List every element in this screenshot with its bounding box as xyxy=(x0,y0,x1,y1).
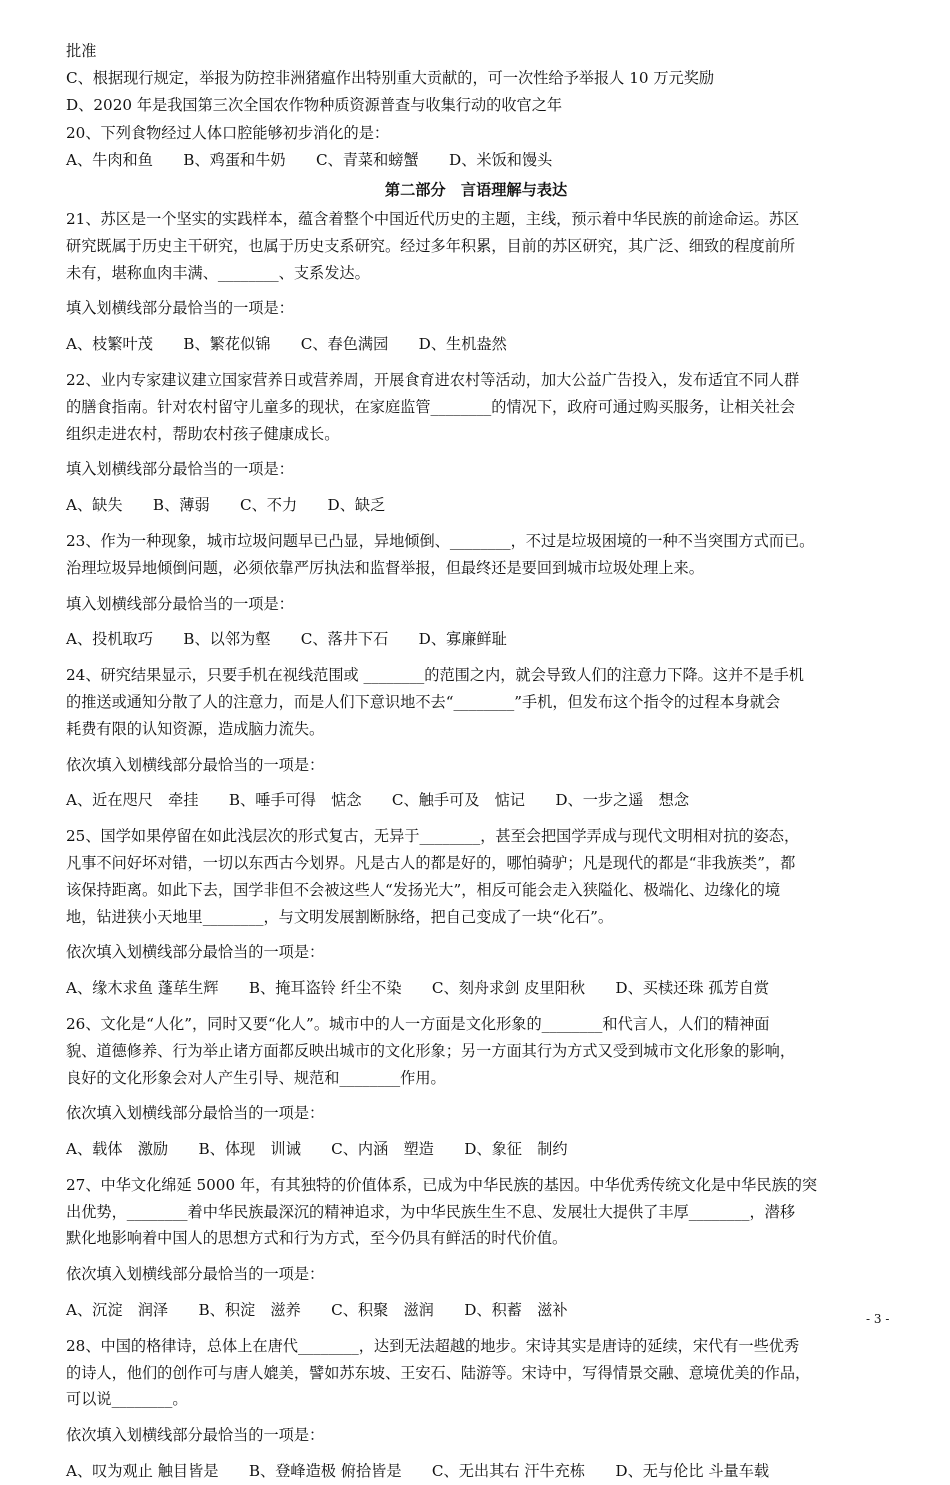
text-line: D、2020 年是我国第三次全国农作物种质资源普查与收集行动的收官之年 xyxy=(66,95,563,114)
question-text: 出优势，________着中华民族最深沉的精神追求，为中华民族生生不息、发展壮大提供了丰厚________，潜移 xyxy=(66,1202,795,1221)
answer-options: A、近在咫尺 牵挂 B、唾手可得 惦念 C、触手可及 惦记 D、一步之遥 想念 xyxy=(66,791,690,810)
question-24 xyxy=(66,662,886,814)
text-line: 批准 xyxy=(66,42,97,60)
answer-options: A、牛肉和鱼 B、鸡蛋和牛奶 C、青菜和螃蟹 D、米饭和馒头 xyxy=(66,151,553,170)
question-prompt: 填入划横线部分最恰当的一项是： xyxy=(66,299,294,318)
question-text: 地，钻进狭小天地里________，与文明发展割断脉络，把自己变成了一块“化石”。 xyxy=(66,907,614,926)
question-text: 该保持距离。如此下去，国学非但不会被这些人“发扬光大”，相反可能会走入狭隘化、极端化、边缘化的境 xyxy=(66,880,781,899)
question-text: 凡事不问好坏对错，一切以东西古今划界。凡是古人的都是好的，哪怕骑驴；凡是现代的都是“非我族类”，都 xyxy=(66,853,796,872)
question-prompt: 填入划横线部分最恰当的一项是： xyxy=(66,460,294,479)
question-text: 24、研究结果显示，只要手机在视线范围或 ________的范围之内，就会导致人们的注意力下降。这并不是手机 xyxy=(66,666,804,685)
page-number: - 3 - xyxy=(866,1312,890,1326)
question-prompt: 依次填入划横线部分最恰当的一项是： xyxy=(66,1104,325,1123)
answer-options: A、缘木求鱼 蓬荜生辉 B、掩耳盗铃 纤尘不染 C、刻舟求剑 皮里阳秋 D、买椟还珠 孤芳自赏 xyxy=(66,979,770,998)
question-text: 28、中国的格律诗，总体上在唐代________，达到无法超越的地步。宋诗其实是唐诗的延续，宋代有一些优秀 xyxy=(66,1336,800,1355)
answer-options: A、叹为观止 触目皆是 B、登峰造极 俯拾皆是 C、无出其右 汗牛充栋 D、无与伦比 斗量车载 xyxy=(66,1462,770,1481)
answer-options: A、枝繁叶茂 B、繁花似锦 C、春色满园 D、生机盎然 xyxy=(66,335,507,354)
question-prompt: 依次填入划横线部分最恰当的一项是： xyxy=(66,1265,325,1284)
question-text: 的膳食指南。针对农村留守儿童多的现状，在家庭监管________的情况下，政府可通过购买服务，让相关社会 xyxy=(66,397,795,416)
question-text: 26、文化是“人化”，同时又要“化人”。城市中的人一方面是文化形象的________和代言人，人们的精神面 xyxy=(66,1014,770,1033)
question-21 xyxy=(66,206,886,358)
question-26 xyxy=(66,1011,886,1163)
question-text: 23、作为一种现象，城市垃圾问题早已凸显，异地倾倒、________，不过是垃圾困境的一种不当突围方式而已。 xyxy=(66,531,815,550)
text-line: C、根据现行规定，举报为防控非洲猪瘟作出特别重大贡献的，可一次性给予举报人 10 万元奖励 xyxy=(66,68,715,87)
question-text: 的诗人，他们的创作可与唐人媲美，譬如苏东坡、王安石、陆游等。宋诗中，写得情景交融、意境优美的作品， xyxy=(66,1363,811,1382)
answer-options: A、沉淀 润泽 B、积淀 滋养 C、积聚 滋润 D、积蓄 滋补 xyxy=(66,1301,568,1320)
question-text: 22、业内专家建议建立国家营养日或营养周，开展食育进农村等活动，加大公益广告投入，发布适宜不同人群 xyxy=(66,370,800,389)
question-text: 默化地影响着中国人的思想方式和行为方式，至今仍具有鲜活的时代价值。 xyxy=(66,1229,568,1248)
question-text: 良好的文化形象会对人产生引导、规范和________作用。 xyxy=(66,1068,446,1087)
answer-options: A、缺失 B、薄弱 C、不力 D、缺乏 xyxy=(66,496,386,515)
question-prompt: 依次填入划横线部分最恰当的一项是： xyxy=(66,943,325,962)
section-title: 第二部分 言语理解与表达 xyxy=(384,180,568,199)
question-prompt: 填入划横线部分最恰当的一项是： xyxy=(66,594,294,613)
document-page xyxy=(66,38,886,1485)
question-stem: 20、下列食物经过人体口腔能够初步消化的是： xyxy=(66,124,390,143)
question-text: 研究既属于历史主干研究，也属于历史支系研究。经过多年积累，目前的苏区研究，其广泛、细致的程度前所 xyxy=(66,236,795,255)
question-text: 可以说________。 xyxy=(66,1390,188,1409)
question-text: 25、国学如果停留在如此浅层次的形式复古，无异于________，甚至会把国学弄成与现代文明相对抗的姿态， xyxy=(66,827,800,846)
question-text: 耗费有限的认知资源，造成脑力流失。 xyxy=(66,719,325,738)
question-20 xyxy=(66,120,886,174)
question-text: 治理垃圾异地倾倒问题，必须依靠严厉执法和监督举报，但最终还是要回到城市垃圾处理上来。 xyxy=(66,558,704,577)
question-25 xyxy=(66,823,886,1002)
question-text: 27、中华文化绵延 5000 年，有其独特的价值体系，已成为中华民族的基因。中华优秀传统文化是中华民族的突 xyxy=(66,1175,818,1194)
question-text: 组织走进农村，帮助农村孩子健康成长。 xyxy=(66,424,340,443)
question-prompt: 依次填入划横线部分最恰当的一项是： xyxy=(66,1426,325,1445)
question-28 xyxy=(66,1333,886,1485)
answer-options: A、投机取巧 B、以邻为壑 C、落井下石 D、寡廉鲜耻 xyxy=(66,630,507,649)
question-text: 貌、道德修养、行为举止诸方面都反映出城市的文化形象；另一方面其行为方式又受到城市文化形象的影响， xyxy=(66,1041,795,1060)
question-prompt: 依次填入划横线部分最恰当的一项是： xyxy=(66,755,325,774)
question-text: 的推送或通知分散了人的注意力，而是人们下意识地不去“________”手机，但发布这个指令的过程本身就会 xyxy=(66,692,781,711)
question-23 xyxy=(66,528,886,653)
question-text: 21、苏区是一个坚实的实践样本，蕴含着整个中国近代历史的主题，主线，预示着中华民族的前途命运。苏区 xyxy=(66,209,800,228)
question-22 xyxy=(66,367,886,519)
question-27 xyxy=(66,1172,886,1324)
answer-options: A、载体 激励 B、体现 训诫 C、内涵 塑造 D、象征 制约 xyxy=(66,1140,568,1159)
question-text: 未有，堪称血肉丰满、________、支系发达。 xyxy=(66,263,370,282)
